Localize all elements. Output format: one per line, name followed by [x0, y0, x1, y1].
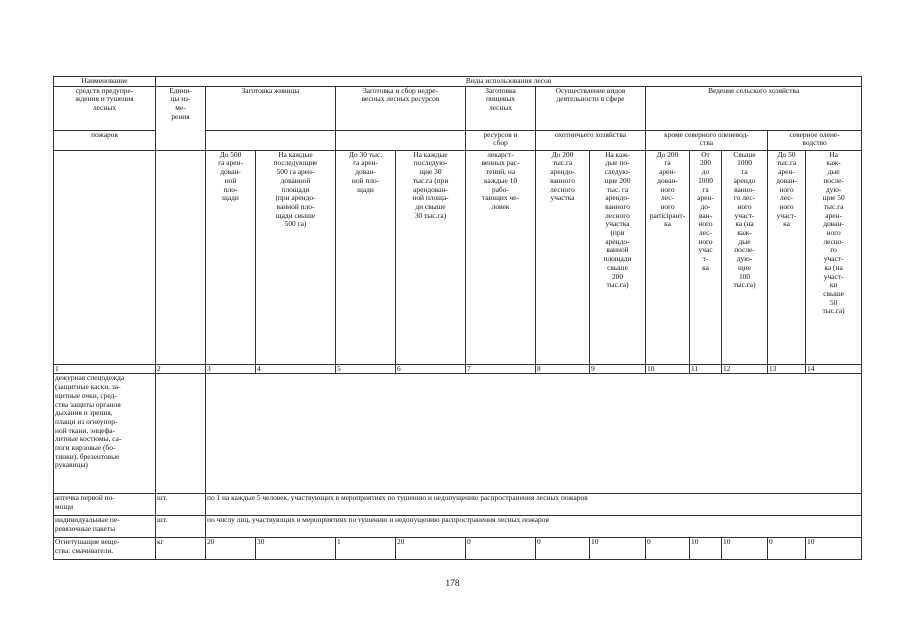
page-number: 178 — [445, 579, 460, 589]
column-number: 5 — [336, 364, 396, 374]
units-header: Едини- цы из- ме- рения — [156, 86, 206, 150]
subheader-hunting-upto-200: До 200 тыс.га арендо- ванного лесного участка — [536, 150, 590, 364]
hunting-continuation: охотничьего хозяйства — [536, 130, 646, 150]
agri-except-north-header: кроме северного оленевод- ства — [646, 130, 768, 150]
subheader-agri-200-1000: От 200 до 1000 га арен- до- ван- ного лес- ного учас т- ка — [690, 150, 722, 364]
table-row — [54, 516, 862, 538]
column-number: 2 — [156, 364, 206, 374]
column-number: 6 — [396, 364, 466, 374]
row-unit: шт. — [156, 494, 206, 516]
food-continuation: ресурсов и сбор — [466, 130, 536, 150]
nontimber-header: Заготовка и сбор недре- весных лесных ресурсов — [336, 86, 466, 130]
row-value: 0 — [536, 538, 590, 560]
row-merged-value: по 1 на каждые 5 человек, участвующих в мероприятиях по тушению и недопущению распространения лесных пожаров — [206, 494, 862, 516]
column-number: 10 — [646, 364, 690, 374]
row-unit: кг — [156, 538, 206, 560]
nontimber-continuation — [336, 130, 466, 150]
header-row-title — [54, 77, 862, 87]
row-value: 10 — [590, 538, 646, 560]
column-number: 14 — [806, 364, 862, 374]
subheader-empty-1 — [54, 150, 156, 364]
row-name: аптечка первой по- мощи — [54, 494, 156, 516]
header-row-groups — [54, 86, 862, 130]
food-header: Заготовка пищевых лесных — [466, 86, 536, 130]
row-value: 20 — [206, 538, 256, 560]
subheader-empty-2 — [156, 150, 206, 364]
column-number: 1 — [54, 364, 156, 374]
subheader-resin-each-500: На каждые последующие 500 га арен- дованной площади (при арендо- ванной пло- щади свыше 500 га) — [256, 150, 336, 364]
subheader-medicinal: лекарст- венных рас- тений, на каждые 10 рабо- тающих че- ловек — [466, 150, 536, 364]
subheader-hunting-each-200: На каж- дые по- следую- щие 200 тыс. га арендо- ванного лесного участка (при арендо- ванной площади свыше 200 тыс.га) — [590, 150, 646, 364]
row-value: 30 — [256, 538, 336, 560]
row-unit: шт. — [156, 516, 206, 538]
row-value: 20 — [396, 538, 466, 560]
table-row — [54, 374, 862, 494]
column-number: 9 — [590, 364, 646, 374]
subheader-nontimber-upto-30: До 30 тыс. га арен- дован- ной пло- щади — [336, 150, 396, 364]
column-number: 8 — [536, 364, 590, 374]
row-value: 1 — [336, 538, 396, 560]
subheader-resin-upto-500: До 500 га арен- дован- ной пло- щади — [206, 150, 256, 364]
row-value: 0 — [646, 538, 690, 560]
column-number: 13 — [768, 364, 806, 374]
subheader-agri-over-1000: Свыше 1000 га арендо ванно- го лес- ного участ- ка (на каж- дые после- дую- щие 100 тыс.га) — [722, 150, 768, 364]
column-number: 11 — [690, 364, 722, 374]
column-number: 4 — [256, 364, 336, 374]
row-merged-value — [206, 374, 862, 494]
table-row — [54, 494, 862, 516]
row-value: 10 — [806, 538, 862, 560]
row-value: 0 — [466, 538, 536, 560]
column-number-row — [54, 364, 862, 374]
uses-title: Виды использования лесов — [156, 77, 862, 87]
name-column-header: Наименование — [54, 77, 156, 87]
column-number: 7 — [466, 364, 536, 374]
subheader-north-each-50: На каж- дые после- дую- щие 50 тыс.га арен- дован- ного лесно- го участ- ка (на участ- ки свыше 50 тыс.га) — [806, 150, 862, 364]
row-value: 0 — [768, 538, 806, 560]
row-name: Огнетушащие веще- ства: смачиватели. — [54, 538, 156, 560]
table-row — [54, 538, 862, 560]
subheader-nontimber-each-30: На каждые последую- щие 30 тыс.га (при арендован- ной площа- ди свыше 30 тыс.га) — [396, 150, 466, 364]
row-value: 10 — [690, 538, 722, 560]
name-column-subheader: средств предупре- ждения и тушения лесных — [54, 86, 156, 130]
agri-north-header: северное олене- водство — [768, 130, 862, 150]
column-number: 12 — [722, 364, 768, 374]
resin-header: Заготовка живицы — [206, 86, 336, 130]
header-row-subheaders — [54, 150, 862, 364]
row-merged-value: по числу лиц, участвующих в мероприятиях по тушению и недопущению распространения лесных пожаров — [206, 516, 862, 538]
resin-continuation — [206, 130, 336, 150]
subheader-agri-upto-200: До 200 га арен- дован- ного лес- ного participант- ка — [646, 150, 690, 364]
subheader-north-upto-50: До 50 тыс.га арен- дован- ного лес- ного участ- ка — [768, 150, 806, 364]
row-value: 10 — [722, 538, 768, 560]
name-column-continuation: пожаров — [54, 130, 156, 150]
row-unit — [156, 374, 206, 494]
agri-header: Ведение сельского хозяйства — [646, 86, 862, 130]
column-number: 3 — [206, 364, 256, 374]
hunting-header: Осуществление видов деятельности в сфере — [536, 86, 646, 130]
regulation-table — [53, 76, 862, 560]
row-name: индивидуальные пе- ревязочные пакеты — [54, 516, 156, 538]
row-name: дежурная спецодежда (защитные каски, за- щитные очки, сред- ства защиты органов дыхания и зрения, плащи из огнеупор- ной ткани, энцефа- литные костюмы, са- поги кирзовые (бо- тинки), брезентовые рукавицы) — [54, 374, 156, 494]
